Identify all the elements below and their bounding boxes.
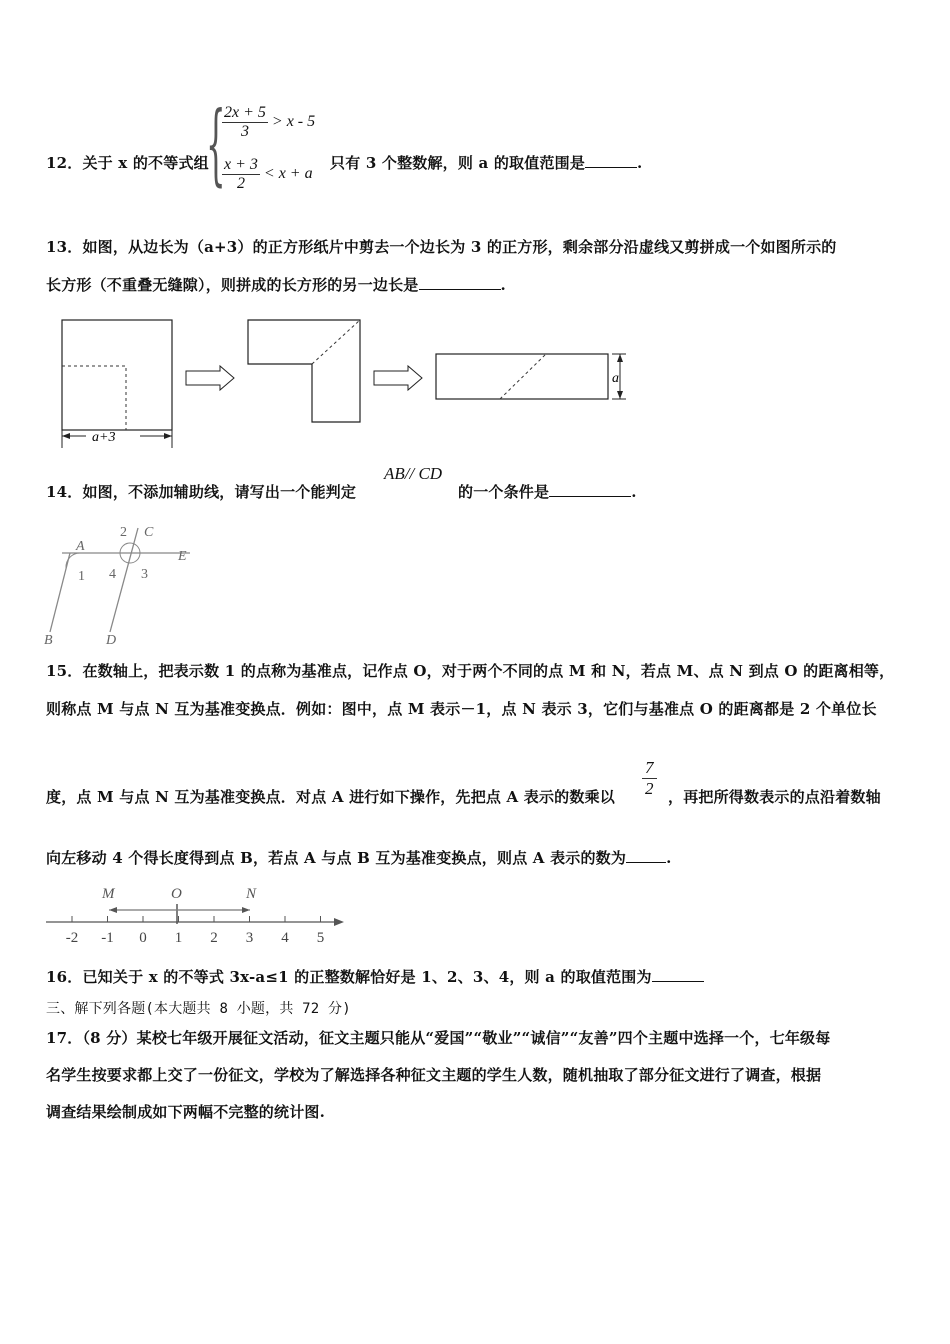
- q15-arrowhead-n: [242, 907, 250, 913]
- q15-axis-arrowhead: [334, 918, 344, 926]
- q12-ineq2-rel: < x + a: [263, 165, 313, 183]
- q13-transform-arrow-1: [186, 366, 234, 390]
- q14-math: AB// CD: [384, 464, 443, 483]
- q14-answer-blank[interactable]: [549, 495, 631, 497]
- q14-label-a: A: [76, 539, 85, 554]
- q15-line1: 15．在数轴上，把表示数 1 的点称为基准点，记作点 O，对于两个不同的点 M 和 N，若点 M、点 N 到点 O 的距离相等，: [46, 662, 895, 680]
- q13-transform-arrow-2: [374, 366, 422, 390]
- q17-line3: 调查结果绘制成如下两幅不完整的统计图.: [46, 1103, 326, 1121]
- q15-end: .: [666, 849, 672, 867]
- q15-tick-label: 5: [316, 930, 325, 946]
- q15-number-line: [40, 880, 360, 950]
- q14-figure: [40, 520, 220, 650]
- q13-rect-cut: [500, 354, 546, 399]
- q17-line1: 17．（8 分）某校七年级开展征文活动，征文主题只能从“爱国”“敬业”“诚信”“友善”四个主题中选择一个，七年级每: [46, 1029, 831, 1047]
- q14-suffix-line: [458, 481, 637, 502]
- q15-label-n: N: [246, 886, 257, 902]
- q15-tick-label: 0: [139, 930, 147, 946]
- q13-arrowhead-right: [164, 433, 172, 439]
- q14-label-d: D: [106, 633, 117, 648]
- q15-frac-den: 2: [645, 779, 654, 798]
- q13-cut-line: [62, 366, 126, 430]
- q14-label-2: 2: [120, 525, 127, 540]
- q12-inequality-2: [222, 156, 313, 193]
- q12-end: .: [637, 154, 643, 172]
- q12-ineq1-rel: > x - 5: [271, 113, 316, 131]
- q16-answer-blank[interactable]: [652, 980, 704, 982]
- q15-line3b: ，再把所得数表示的点沿着数轴: [668, 788, 881, 806]
- q15-label-o: O: [171, 886, 182, 902]
- q13-height-arrowhead-top: [617, 354, 623, 362]
- q15-frac-num: 7: [642, 758, 657, 779]
- q15-ticks: [66, 916, 325, 946]
- q13-square: [62, 320, 172, 430]
- q12-ineq1-num: 2x + 5: [224, 104, 266, 121]
- q14-prefix: 14．如图，不添加辅助线，请写出一个能判定: [46, 483, 357, 501]
- q13-diagonal-cut: [312, 320, 360, 364]
- q14-line-ab: [50, 553, 70, 632]
- q13-arrowhead-left: [62, 433, 70, 439]
- q12-ineq2-num: x + 3: [224, 156, 258, 173]
- q14-label-b: B: [44, 633, 53, 648]
- q15-tick-label: -2: [65, 930, 79, 946]
- section-3-title: 三、解下列各题(本大题共 8 小题，共 72 分): [46, 1001, 351, 1017]
- q14-label-1: 1: [78, 569, 85, 584]
- q16-text: 16．已知关于 x 的不等式 3x-a≤1 的正整数解恰好是 1、2、3、4，则 a 的取值范围为: [46, 968, 652, 986]
- q17-line2: 名学生按要求都上交了一份征文，学校为了解选择各种征文主题的学生人数，随机抽取了部分征文进行了调查，根据: [46, 1066, 822, 1084]
- q12-suffix: [330, 152, 642, 173]
- q15-line4-text: 向左移动 4 个得长度得到点 B，若点 A 与点 B 互为基准变换点，则点 A 表示的数为: [46, 849, 627, 867]
- q12-prefix: 12．关于 x 的不等式组: [46, 154, 209, 172]
- q12-answer-blank[interactable]: [585, 166, 637, 168]
- q14-label-4: 4: [109, 567, 116, 582]
- q15-tick-label: 2: [210, 930, 218, 946]
- q15-tick-label: -1: [101, 930, 114, 946]
- q15-tick-label: 4: [281, 930, 289, 946]
- q12-brace: {: [206, 92, 226, 195]
- q15-tick-label: 3: [245, 930, 254, 946]
- q13-line2-text: 长方形（不重叠无缝隙），则拼成的长方形的另一边长是: [46, 276, 419, 294]
- q13-height-arrowhead-bottom: [617, 391, 623, 399]
- q15-label-m: M: [102, 886, 115, 902]
- q13-line2: [46, 274, 506, 295]
- q13-figure: [50, 312, 650, 452]
- q15-line4: [46, 847, 672, 868]
- q14-label-c: C: [144, 525, 154, 540]
- q13-label-height: a: [612, 371, 619, 386]
- q14-label-3: 3: [141, 567, 148, 582]
- q12-inequality-1: [222, 104, 315, 141]
- q15-line2: 则称点 M 与点 N 互为基准变换点．例如：图中，点 M 表示－1，点 N 表示 3，它们与基准点 O 的距离都是 2 个单位长: [46, 700, 877, 718]
- q14-line: [46, 481, 356, 502]
- q15-fraction: [642, 758, 657, 799]
- q15-tick-label: 1: [174, 930, 183, 946]
- q14-end: .: [631, 483, 637, 501]
- q15-line3a: 度，点 M 与点 N 互为基准变换点．对点 A 进行如下操作，先把点 A 表示的数乘以: [46, 788, 615, 806]
- q12-suffix-text: 只有 3 个整数解，则 a 的取值范围是: [330, 154, 586, 172]
- q14-angle-1-arc: [66, 553, 80, 568]
- q12-ineq2-den: 2: [236, 175, 245, 192]
- q13-line1: 13．如图，从边长为（a+3）的正方形纸片中剪去一个边长为 3 的正方形，剩余部分沿虚线又剪拼成一个如图所示的: [46, 238, 837, 256]
- q15-arrowhead-m: [109, 907, 117, 913]
- q13-end: .: [500, 276, 506, 294]
- q13-label-width: a+3: [92, 430, 116, 445]
- q14-suffix: 的一个条件是: [458, 483, 550, 501]
- q14-label-e: E: [178, 549, 187, 564]
- q15-answer-blank[interactable]: [626, 861, 666, 863]
- q16-line: [46, 966, 704, 987]
- q13-rectangle: [436, 354, 608, 399]
- q13-answer-blank[interactable]: [419, 288, 501, 290]
- q12-ineq1-den: 3: [240, 123, 249, 140]
